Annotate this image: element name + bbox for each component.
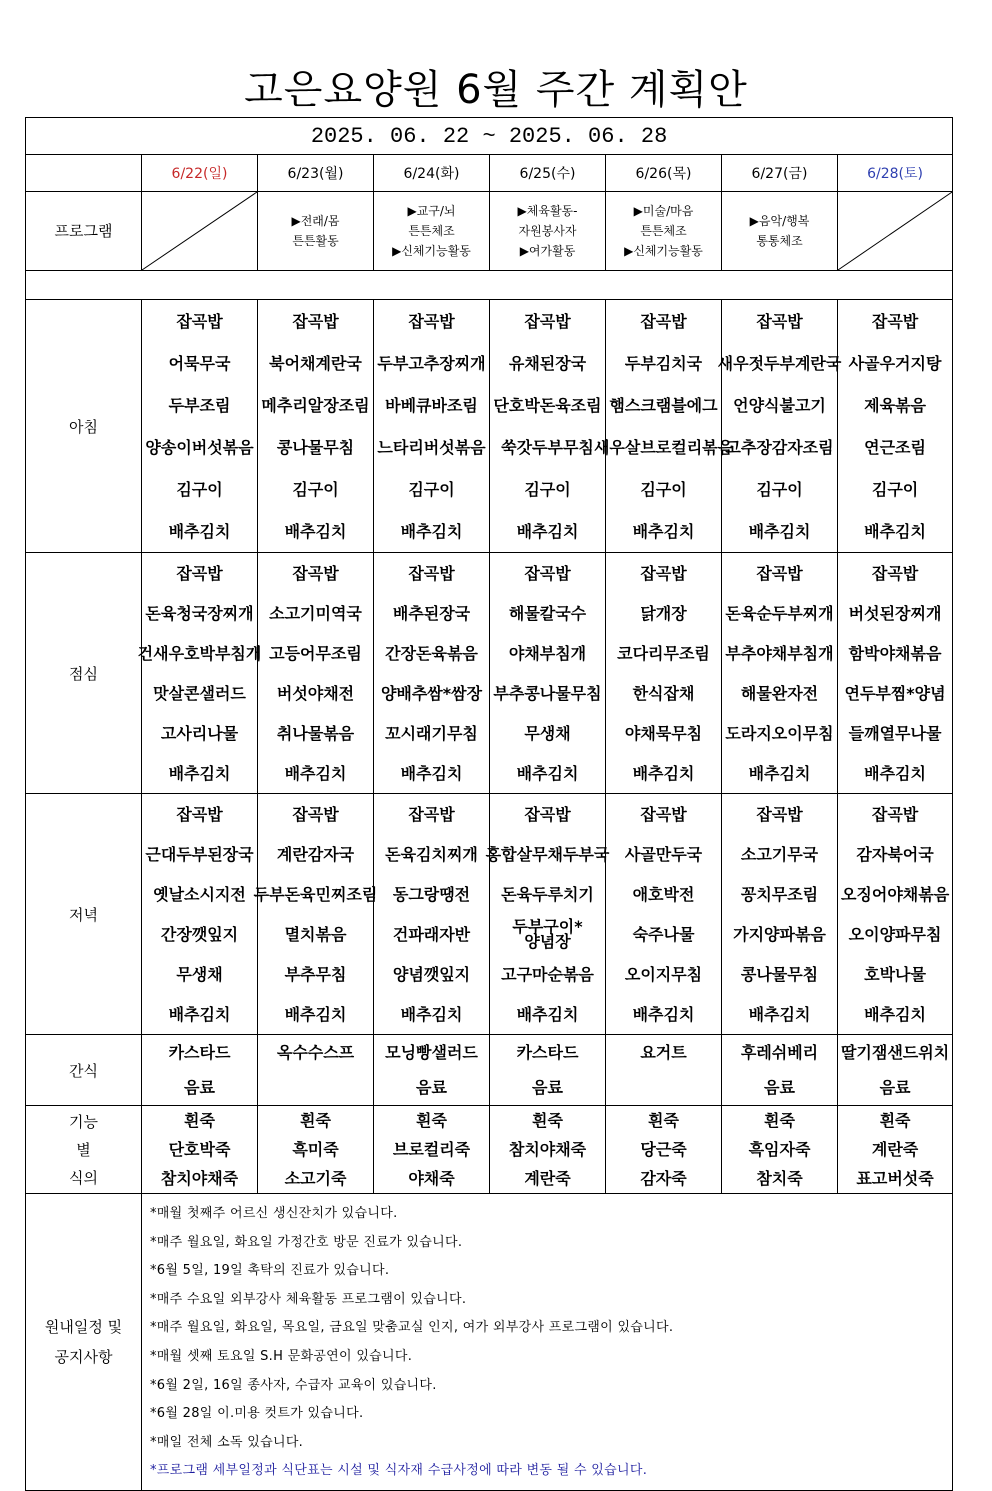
functional-items [258,1106,373,1193]
breakfast-items [490,300,605,552]
menu-item: 간장깻잎지 [160,924,239,944]
menu-item: 사골만두국 [624,844,703,864]
lunch-row [26,553,953,794]
dinner-items [838,794,952,1034]
functional-cell [258,1106,374,1194]
menu-item: 돈육두루치기 [501,884,594,904]
menu-item: 취나물볶음 [276,723,355,743]
program-line: ▶여가활동 [519,244,576,258]
row-label-breakfast: 아침 [26,300,142,553]
dinner-cell [142,794,258,1035]
breakfast-cell [374,300,490,553]
snack-items [142,1035,257,1105]
menu-item: 음료 [184,1078,215,1097]
menu-item: 돈육김치찌개 [385,844,478,864]
row-label-functional-1: 기능 [69,1112,98,1131]
menu-item: 계란감자국 [276,844,355,864]
notice-item: *6월 2일, 16일 종사자, 수급자 교육이 있습니다. [150,1377,437,1393]
row-label-dinner: 저녁 [26,794,142,1035]
menu-item: 제육볶음 [864,395,926,415]
menu-item: 배추김치 [632,763,695,783]
menu-item: 콩나물무침 [740,964,819,984]
menu-item: 요거트 [640,1043,687,1062]
program-line: ▶미술/마음 [633,204,694,218]
menu-item: 해물완자전 [740,683,819,703]
menu-item: 배추김치 [516,521,579,541]
menu-item: 근대두부된장국 [145,844,254,864]
snack-cell [838,1035,953,1106]
menu-item: 잡곡밥 [408,563,455,583]
row-label-functional [26,1106,142,1194]
menu-item: 유채된장국 [508,353,587,373]
menu-item: 오이지무침 [624,964,703,984]
menu-item: 배추김치 [864,521,926,541]
functional-cell [838,1106,953,1194]
menu-item: 김구이 [640,479,687,499]
notice-row [26,1194,953,1491]
lunch-cell [838,553,953,794]
menu-item: 애호박전 [632,884,695,904]
program-line: 튼튼활동 [292,234,339,248]
breakfast-cell [258,300,374,553]
breakfast-cell [838,300,953,553]
menu-item: 배추김치 [516,1004,579,1024]
menu-item: 맛살콘샐러드 [153,683,246,703]
menu-item: 배추김치 [168,763,231,783]
empty-diagonal-line [838,192,952,270]
menu-item: 배추김치 [748,763,811,783]
menu-item: 배추김치 [284,763,347,783]
program-line: 튼튼체조 [408,224,455,238]
menu-item: 감자북어국 [856,844,934,864]
menu-item: 야채묵무침 [624,723,703,743]
menu-item: 도라지오이무침 [725,723,834,743]
program-cell [142,192,258,271]
notice-item: *6월 28일 이.미용 컷트가 있습니다. [150,1406,364,1422]
menu-item: 함박야채볶음 [848,643,942,663]
notice-item: *프로그램 세부일정과 식단표는 시설 및 식자재 수급사정에 따라 변동 될 수 있습니다. [150,1463,648,1479]
lunch-cell [490,553,606,794]
menu-item: 꽁치무조림 [740,884,819,904]
breakfast-items [717,300,842,552]
day-header: 6/22(일) [142,155,258,192]
lunch-cell [137,553,262,794]
breakfast-items [142,300,257,552]
functional-items [838,1106,952,1193]
menu-item: 흰죽 [879,1111,911,1130]
menu-item: 멸치볶음 [284,924,347,944]
functional-cell [722,1106,838,1194]
menu-item: 흰죽 [648,1111,679,1130]
menu-item: 한식잡채 [632,683,695,703]
weekly-plan-table [25,117,953,1491]
breakfast-items [258,300,373,552]
row-label-notice [26,1194,142,1491]
menu-item: 흑미죽 [292,1140,339,1159]
program-line: 자원봉사자 [518,224,577,238]
menu-item: 배추김치 [400,521,463,541]
menu-item: 배추된장국 [392,603,471,623]
row-label-functional-3: 식의 [69,1168,98,1187]
program-cell [258,192,374,271]
row-label-program: 프로그램 [26,192,142,271]
menu-item: 코다리무조림 [617,643,710,663]
menu-item: 가지양파볶음 [733,924,826,944]
menu-item: 바베큐바조림 [385,395,478,415]
notice-item: *6월 5일, 19일 촉탁의 진료가 있습니다. [150,1263,390,1279]
functional-items [722,1106,837,1193]
menu-item: 잡곡밥 [640,311,687,331]
snack-items [838,1035,952,1105]
menu-item: 간장돈육볶음 [385,643,478,663]
menu-item: 김구이 [292,479,339,499]
dinner-cell [253,794,378,1035]
functional-items [606,1106,721,1193]
menu-item: 배추김치 [632,521,695,541]
row-label-notice-2: 공지사항 [54,1347,113,1366]
menu-item: 건새우호박부침개 [137,643,262,663]
notice-list [142,1194,953,1491]
day-header: 6/26(목) [606,155,722,192]
program-line: ▶체육활동- [517,204,578,218]
menu-item: 모닝빵샐러드 [385,1043,478,1062]
menu-item: 김구이 [524,479,571,499]
menu-item: 음료 [416,1078,447,1097]
day-header: 6/25(수) [490,155,606,192]
menu-item: 소고기무국 [740,844,819,864]
menu-item: 참치죽 [756,1169,803,1188]
menu-item: 오징어야채볶음 [840,884,950,904]
menu-item: 오이양파무침 [848,924,942,944]
spacer-row [26,271,953,300]
menu-item: 새우젓두부계란국 [717,353,842,373]
dinner-cell [722,794,838,1035]
menu-item: 흑임자죽 [748,1140,811,1159]
dinner-items [606,794,721,1034]
menu-item: 소고기죽 [284,1169,347,1188]
menu-item: 표고버섯죽 [856,1169,934,1188]
menu-item: 두부고추장찌개 [377,353,486,373]
menu-item: 사골우거지탕 [848,353,942,373]
program-line: ▶교구/뇌 [407,204,456,218]
day-header-row [26,155,953,192]
menu-item: 돈육순두부찌개 [725,603,834,623]
notice-item: *매일 전체 소독 있습니다. [150,1434,304,1450]
breakfast-cell [490,300,606,553]
lunch-cell [722,553,838,794]
breakfast-items [593,300,734,552]
dinner-items [374,794,489,1034]
dinner-items [722,794,837,1034]
menu-item: 잡곡밥 [756,563,803,583]
menu-item: 언양식불고기 [733,395,826,415]
snack-cell [258,1035,374,1106]
menu-item: 호박나물 [864,964,926,984]
menu-item: 배추김치 [400,1004,463,1024]
day-header: 6/28(토) [838,155,953,192]
menu-item: 잡곡밥 [176,311,223,331]
lunch-items [838,553,952,793]
program-cell [838,192,953,271]
program-row [26,192,953,271]
menu-item: 쑥갓두부무침 [501,437,594,457]
dinner-row [26,794,953,1035]
menu-item: 배추김치 [864,763,926,783]
menu-item: 배추김치 [168,1004,231,1024]
breakfast-cell [142,300,258,553]
menu-item: 잡곡밥 [756,311,803,331]
menu-item: 잡곡밥 [408,311,455,331]
breakfast-items [374,300,489,552]
program-line: ▶음악/행복 [749,214,810,228]
menu-item: 김구이 [756,479,803,499]
lunch-cell [374,553,490,794]
lunch-cell [258,553,374,794]
menu-item: 잡곡밥 [871,563,919,583]
snack-cell [142,1035,258,1106]
menu-item: 두부돈육민찌조림 [253,884,378,904]
dinner-items [253,794,378,1034]
empty-diagonal-line [142,192,257,270]
functional-items [490,1106,605,1193]
menu-item: 잡곡밥 [292,311,339,331]
notice-item: *매월 셋째 토요일 S.H 문화공연이 있습니다. [150,1348,413,1364]
notice-item: *매주 월요일, 화요일, 목요일, 금요일 맞춤교실 인지, 여가 외부강사 프로그램이 있습니다. [150,1320,674,1336]
menu-item: 단호박돈육조림 [493,395,602,415]
menu-item: 배추김치 [284,521,347,541]
menu-item: 무생채 [176,964,223,984]
dinner-cell [838,794,953,1035]
menu-item: 양념깻잎지 [392,964,471,984]
dinner-items [142,794,257,1034]
snack-cell [490,1035,606,1106]
menu-item: 양배추쌈*쌈장 [380,683,483,703]
menu-item: 숙주나물 [632,924,695,944]
menu-item: 잡곡밥 [756,804,803,824]
row-label-notice-1: 원내일정 및 [44,1317,123,1336]
menu-item: 닭개장 [640,603,687,623]
lunch-items [374,553,489,793]
menu-item: 북어채계란국 [269,353,362,373]
menu-item: 부추야채부침개 [725,643,834,663]
functional-diet-row [26,1106,953,1194]
menu-item: 메추리알장조림 [261,395,370,415]
menu-item: 참치야채죽 [160,1169,239,1188]
menu-item [258,1070,373,1105]
menu-item: 음료 [764,1078,795,1097]
dinner-cell [606,794,722,1035]
menu-item: 배추김치 [516,763,579,783]
menu-item: 콩나물무침 [276,437,355,457]
program-cell [722,192,838,271]
menu-item: 잡곡밥 [292,563,339,583]
menu-item: 흰죽 [184,1111,215,1130]
menu-item: 무생채 [524,723,571,743]
menu-item: 감자죽 [640,1169,687,1188]
row-label-lunch: 점심 [26,553,142,794]
menu-item: 부추콩나물무침 [493,683,602,703]
menu-item: 고사리나물 [160,723,239,743]
menu-item: 옥수수스프 [276,1043,355,1062]
menu-item: 김구이 [871,479,919,499]
page-title: 고은요양원 6월 주간 계획안 [244,67,748,113]
menu-item: 옛날소시지전 [153,884,246,904]
lunch-items [137,553,262,793]
menu-item: 딸기잼샌드위치 [840,1043,950,1062]
snack-items [606,1035,721,1105]
menu-item: 고추장감자조림 [725,437,834,457]
menu-item: 버섯된장찌개 [848,603,942,623]
menu-item: 어묵무국 [168,353,231,373]
functional-cell [606,1106,722,1194]
snack-row [26,1035,953,1106]
notice-item: *매주 월요일, 화요일 가정간호 방문 진료가 있습니다. [150,1234,463,1250]
menu-item: 소고기미역국 [269,603,362,623]
functional-items [374,1106,489,1193]
menu-item: 야채죽 [408,1169,455,1188]
notice-item: *매주 수요일 외부강사 체육활동 프로그램이 있습니다. [150,1291,467,1307]
program-line: ▶신체기능활동 [392,244,471,258]
menu-item: 배추김치 [400,763,463,783]
menu-item: 배추김치 [748,1004,811,1024]
breakfast-cell [593,300,734,553]
menu-item: 잡곡밥 [640,804,687,824]
functional-cell [142,1106,258,1194]
menu-item: 잡곡밥 [176,804,223,824]
snack-cell [722,1035,838,1106]
row-label-snack: 간식 [26,1035,142,1106]
menu-item: 고등어무조림 [269,643,362,663]
date-range: 2025. 06. 22 ~ 2025. 06. 28 [26,118,953,155]
menu-item: 느타리버섯볶음 [377,437,486,457]
menu-item: 동그랑땡전 [392,884,471,904]
menu-item: 두부조림 [168,395,231,415]
menu-item: 카스타드 [168,1043,231,1062]
menu-item: 햄스크램블에그 [609,395,718,415]
menu-item: 계란죽 [524,1169,571,1188]
menu-item: 부추무침 [284,964,347,984]
menu-item: 잡곡밥 [524,563,571,583]
snack-items [490,1035,605,1105]
menu-item: 잡곡밥 [292,804,339,824]
menu-item: 카스타드 [516,1043,579,1062]
menu-item: 잡곡밥 [408,804,455,824]
menu-item: 건파래자반 [392,924,471,944]
lunch-items [490,553,605,793]
menu-item: 돈육청국장찌개 [145,603,254,623]
menu-item: 야채부침개 [508,643,587,663]
menu-item: 흰죽 [300,1111,331,1130]
functional-cell [490,1106,606,1194]
corner-cell [26,155,142,192]
menu-item: 새우살브로컬리볶음 [593,437,734,457]
menu-item: 고구마순볶음 [501,964,594,984]
day-header: 6/24(화) [374,155,490,192]
menu-item: 배추김치 [284,1004,347,1024]
day-header: 6/23(월) [258,155,374,192]
program-line: ▶신체기능활동 [624,244,703,258]
program-line: ▶전래/몸 [291,214,340,228]
notice-item: *매월 첫째주 어르신 생신잔치가 있습니다. [150,1206,398,1221]
functional-cell [374,1106,490,1194]
menu-item [606,1070,721,1105]
menu-item: 잡곡밥 [640,563,687,583]
snack-cell [374,1035,490,1106]
menu-item: 잡곡밥 [871,804,919,824]
menu-item: 양송이버섯볶음 [145,437,254,457]
dinner-items [485,794,610,1034]
menu-item: 참치야채죽 [508,1140,587,1159]
breakfast-row [26,300,953,553]
menu-item: 배추김치 [748,521,811,541]
snack-cell [606,1035,722,1106]
menu-item: 단호박죽 [168,1140,231,1159]
menu-item: 음료 [532,1078,563,1097]
menu-item: 흰죽 [416,1111,447,1130]
menu-item: 잡곡밥 [524,804,571,824]
breakfast-items [838,300,952,552]
menu-item: 후레쉬베리 [740,1043,819,1062]
program-cell [490,192,606,271]
menu-item: 흰죽 [532,1111,563,1130]
menu-item: 브로컬리죽 [392,1140,471,1159]
menu-item: 잡곡밥 [524,311,571,331]
menu-item: 들깨열무나물 [848,723,942,743]
lunch-items [722,553,837,793]
program-cell [606,192,722,271]
functional-items [142,1106,257,1193]
menu-item: 김구이 [176,479,223,499]
breakfast-cell [717,300,842,553]
menu-item: 배추김치 [632,1004,695,1024]
menu-item: 흰죽 [764,1111,795,1130]
snack-items [258,1035,373,1105]
snack-items [722,1035,837,1105]
menu-item: 버섯야채전 [276,683,355,703]
menu-item: 계란죽 [871,1140,919,1159]
menu-item: 연두부찜*양념 [844,683,946,703]
menu-item: 해물칼국수 [508,603,587,623]
lunch-items [258,553,373,793]
menu-item: 연근조림 [864,437,926,457]
snack-items [374,1035,489,1105]
program-line: 통통체조 [756,234,803,248]
menu-item: 잡곡밥 [871,311,919,331]
dinner-cell [374,794,490,1035]
dinner-cell [485,794,610,1035]
menu-item: 잡곡밥 [176,563,223,583]
menu-item: 당근죽 [640,1140,687,1159]
lunch-cell [606,553,722,794]
menu-item: 두부김치국 [624,353,703,373]
program-line: 튼튼체조 [640,224,687,238]
menu-item: 음료 [879,1078,911,1097]
row-label-functional-2: 별 [76,1140,91,1159]
menu-item: 홍합살무채두부국 [485,844,610,864]
menu-item: 김구이 [408,479,455,499]
lunch-items [606,553,721,793]
day-header: 6/27(금) [722,155,838,192]
menu-item: 꼬시래기무침 [385,723,478,743]
program-cell [374,192,490,271]
menu-item: 두부구이*양념장 [512,917,583,951]
menu-item: 배추김치 [168,521,231,541]
menu-item: 배추김치 [864,1004,926,1024]
